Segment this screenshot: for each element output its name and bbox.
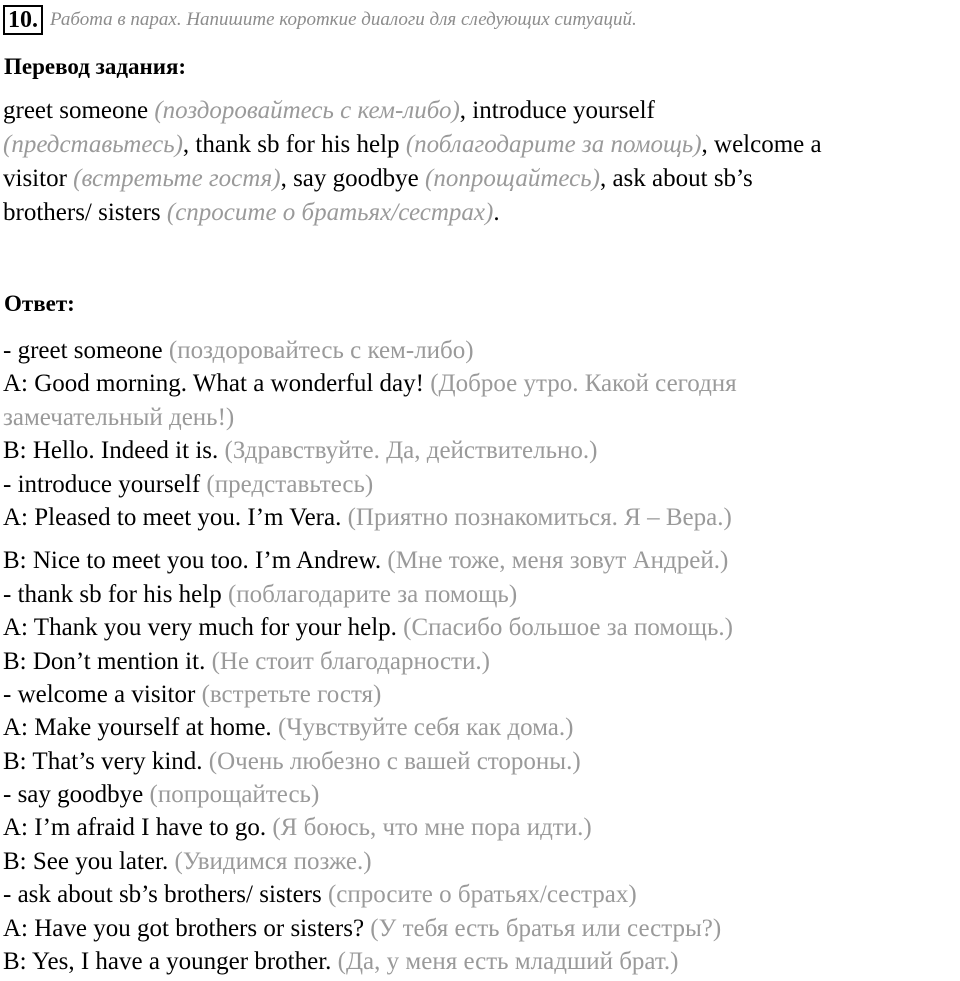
russian-translation: (представьтесь) bbox=[206, 470, 374, 498]
dialogue-line bbox=[3, 367, 960, 400]
translation-english-text: greet someone bbox=[3, 97, 155, 124]
translation-english-text: . bbox=[493, 199, 500, 226]
english-text: - thank sb for his help bbox=[3, 580, 228, 608]
dialogue-line bbox=[3, 711, 960, 744]
translation-english-text: brothers/ sisters bbox=[3, 199, 167, 226]
russian-translation: (Приятно познакомиться. Я – Вера.) bbox=[347, 503, 732, 531]
situation-line bbox=[3, 878, 960, 911]
russian-translation: (спросите о братьях/сестрах) bbox=[327, 881, 637, 909]
russian-translation: (Чувствуйте себя как дома.) bbox=[277, 714, 574, 742]
task-number: 10. bbox=[3, 5, 43, 35]
translation-paragraph bbox=[3, 94, 960, 230]
russian-translation: (Да, у меня есть младший брат.) bbox=[337, 948, 679, 976]
dialogue-line bbox=[3, 845, 960, 878]
translation-russian-gloss: (попрощайтесь) bbox=[425, 165, 600, 192]
task-instruction: Работа в парах. Напишите короткие диалоги для следующих ситуаций. bbox=[50, 9, 637, 30]
russian-translation: (Доброе утро. Какой сегодня bbox=[430, 370, 737, 398]
translation-heading: Перевод задания: bbox=[4, 54, 187, 79]
translation-line bbox=[3, 162, 960, 196]
russian-translation: (Спасибо большое за помощь.) bbox=[403, 614, 733, 642]
dialogue-line bbox=[3, 745, 960, 778]
situation-line bbox=[3, 778, 960, 811]
dialogue-line bbox=[3, 501, 960, 534]
dialogue-line bbox=[3, 811, 960, 844]
dialogue-line bbox=[3, 645, 960, 678]
translation-english-text: , welcome a bbox=[701, 131, 822, 158]
english-text: A: Thank you very much for your help. bbox=[3, 614, 404, 642]
translation-russian-gloss: (поблагодарите за помощь) bbox=[405, 131, 702, 158]
dialogue-line bbox=[3, 434, 960, 467]
situation-line bbox=[3, 578, 960, 611]
translation-english-text: visitor bbox=[3, 165, 74, 192]
english-text: - introduce yourself bbox=[3, 470, 207, 498]
dialogue-line bbox=[3, 611, 960, 644]
translation-russian-gloss: (встретьте гостя) bbox=[73, 165, 281, 192]
english-text: B: Nice to meet you too. I’m Andrew. bbox=[3, 547, 388, 575]
english-text: - welcome a visitor bbox=[3, 680, 202, 708]
task-header bbox=[0, 4, 637, 36]
answer-dialogues bbox=[3, 334, 960, 978]
english-text: B: See you later. bbox=[3, 847, 175, 875]
dialogue-line bbox=[3, 945, 960, 978]
english-text: A: Make yourself at home. bbox=[3, 714, 278, 742]
english-text: B: That’s very kind. bbox=[3, 747, 209, 775]
english-text: B: Yes, I have a younger brother. bbox=[3, 948, 338, 976]
russian-translation: (Я боюсь, что мне пора идти.) bbox=[272, 814, 592, 842]
english-text: A: Have you got brothers or sisters? bbox=[3, 914, 371, 942]
translation-english-text: , introduce yourself bbox=[459, 97, 655, 124]
answer-heading: Ответ: bbox=[4, 291, 75, 316]
russian-translation: (поздоровайтесь с кем-либо) bbox=[168, 337, 474, 364]
english-text: - ask about sb’s brothers/ sisters bbox=[3, 881, 328, 909]
dialogue-line bbox=[3, 401, 960, 434]
dialogue-line bbox=[3, 912, 960, 945]
translation-english-text: , say goodbye bbox=[280, 165, 425, 192]
translation-line bbox=[3, 128, 960, 162]
translation-russian-gloss: (представьтесь) bbox=[3, 131, 183, 158]
situation-line bbox=[3, 468, 960, 501]
english-text: A: Good morning. What a wonderful day! bbox=[3, 370, 431, 398]
english-text: - say goodbye bbox=[3, 781, 150, 809]
translation-russian-gloss: (спросите о братьях/сестрах) bbox=[166, 199, 494, 226]
translation-russian-gloss: (поздоровайтесь с кем-либо) bbox=[154, 97, 460, 124]
russian-translation: (Очень любезно с вашей стороны.) bbox=[208, 747, 581, 775]
english-text: B: Don’t mention it. bbox=[3, 647, 212, 675]
russian-translation: (попрощайтесь) bbox=[149, 781, 320, 809]
russian-translation: (поблагодарите за помощь) bbox=[227, 580, 518, 608]
situation-line bbox=[3, 678, 960, 711]
english-text: A: Pleased to meet you. I’m Vera. bbox=[3, 503, 348, 531]
english-text: A: I’m afraid I have to go. bbox=[3, 814, 273, 842]
translation-line bbox=[3, 196, 960, 230]
translation-line bbox=[3, 94, 960, 128]
russian-translation: (У тебя есть братья или сестры?) bbox=[370, 914, 722, 942]
translation-english-text: , thank sb for his help bbox=[182, 131, 406, 158]
russian-translation: (встретьте гостя) bbox=[201, 680, 382, 708]
russian-translation: (Увидимся позже.) bbox=[174, 847, 372, 875]
situation-line bbox=[3, 334, 960, 367]
russian-translation: (Мне тоже, меня зовут Андрей.) bbox=[387, 547, 729, 575]
russian-translation: замечательный день!) bbox=[3, 403, 235, 431]
english-text: - greet someone bbox=[3, 337, 169, 364]
russian-translation: (Здравствуйте. Да, действительно.) bbox=[224, 437, 598, 465]
translation-english-text: , ask about sb’s bbox=[599, 165, 753, 192]
dialogue-line bbox=[3, 544, 960, 577]
english-text: B: Hello. Indeed it is. bbox=[3, 437, 225, 465]
russian-translation: (Не стоит благодарности.) bbox=[211, 647, 490, 675]
